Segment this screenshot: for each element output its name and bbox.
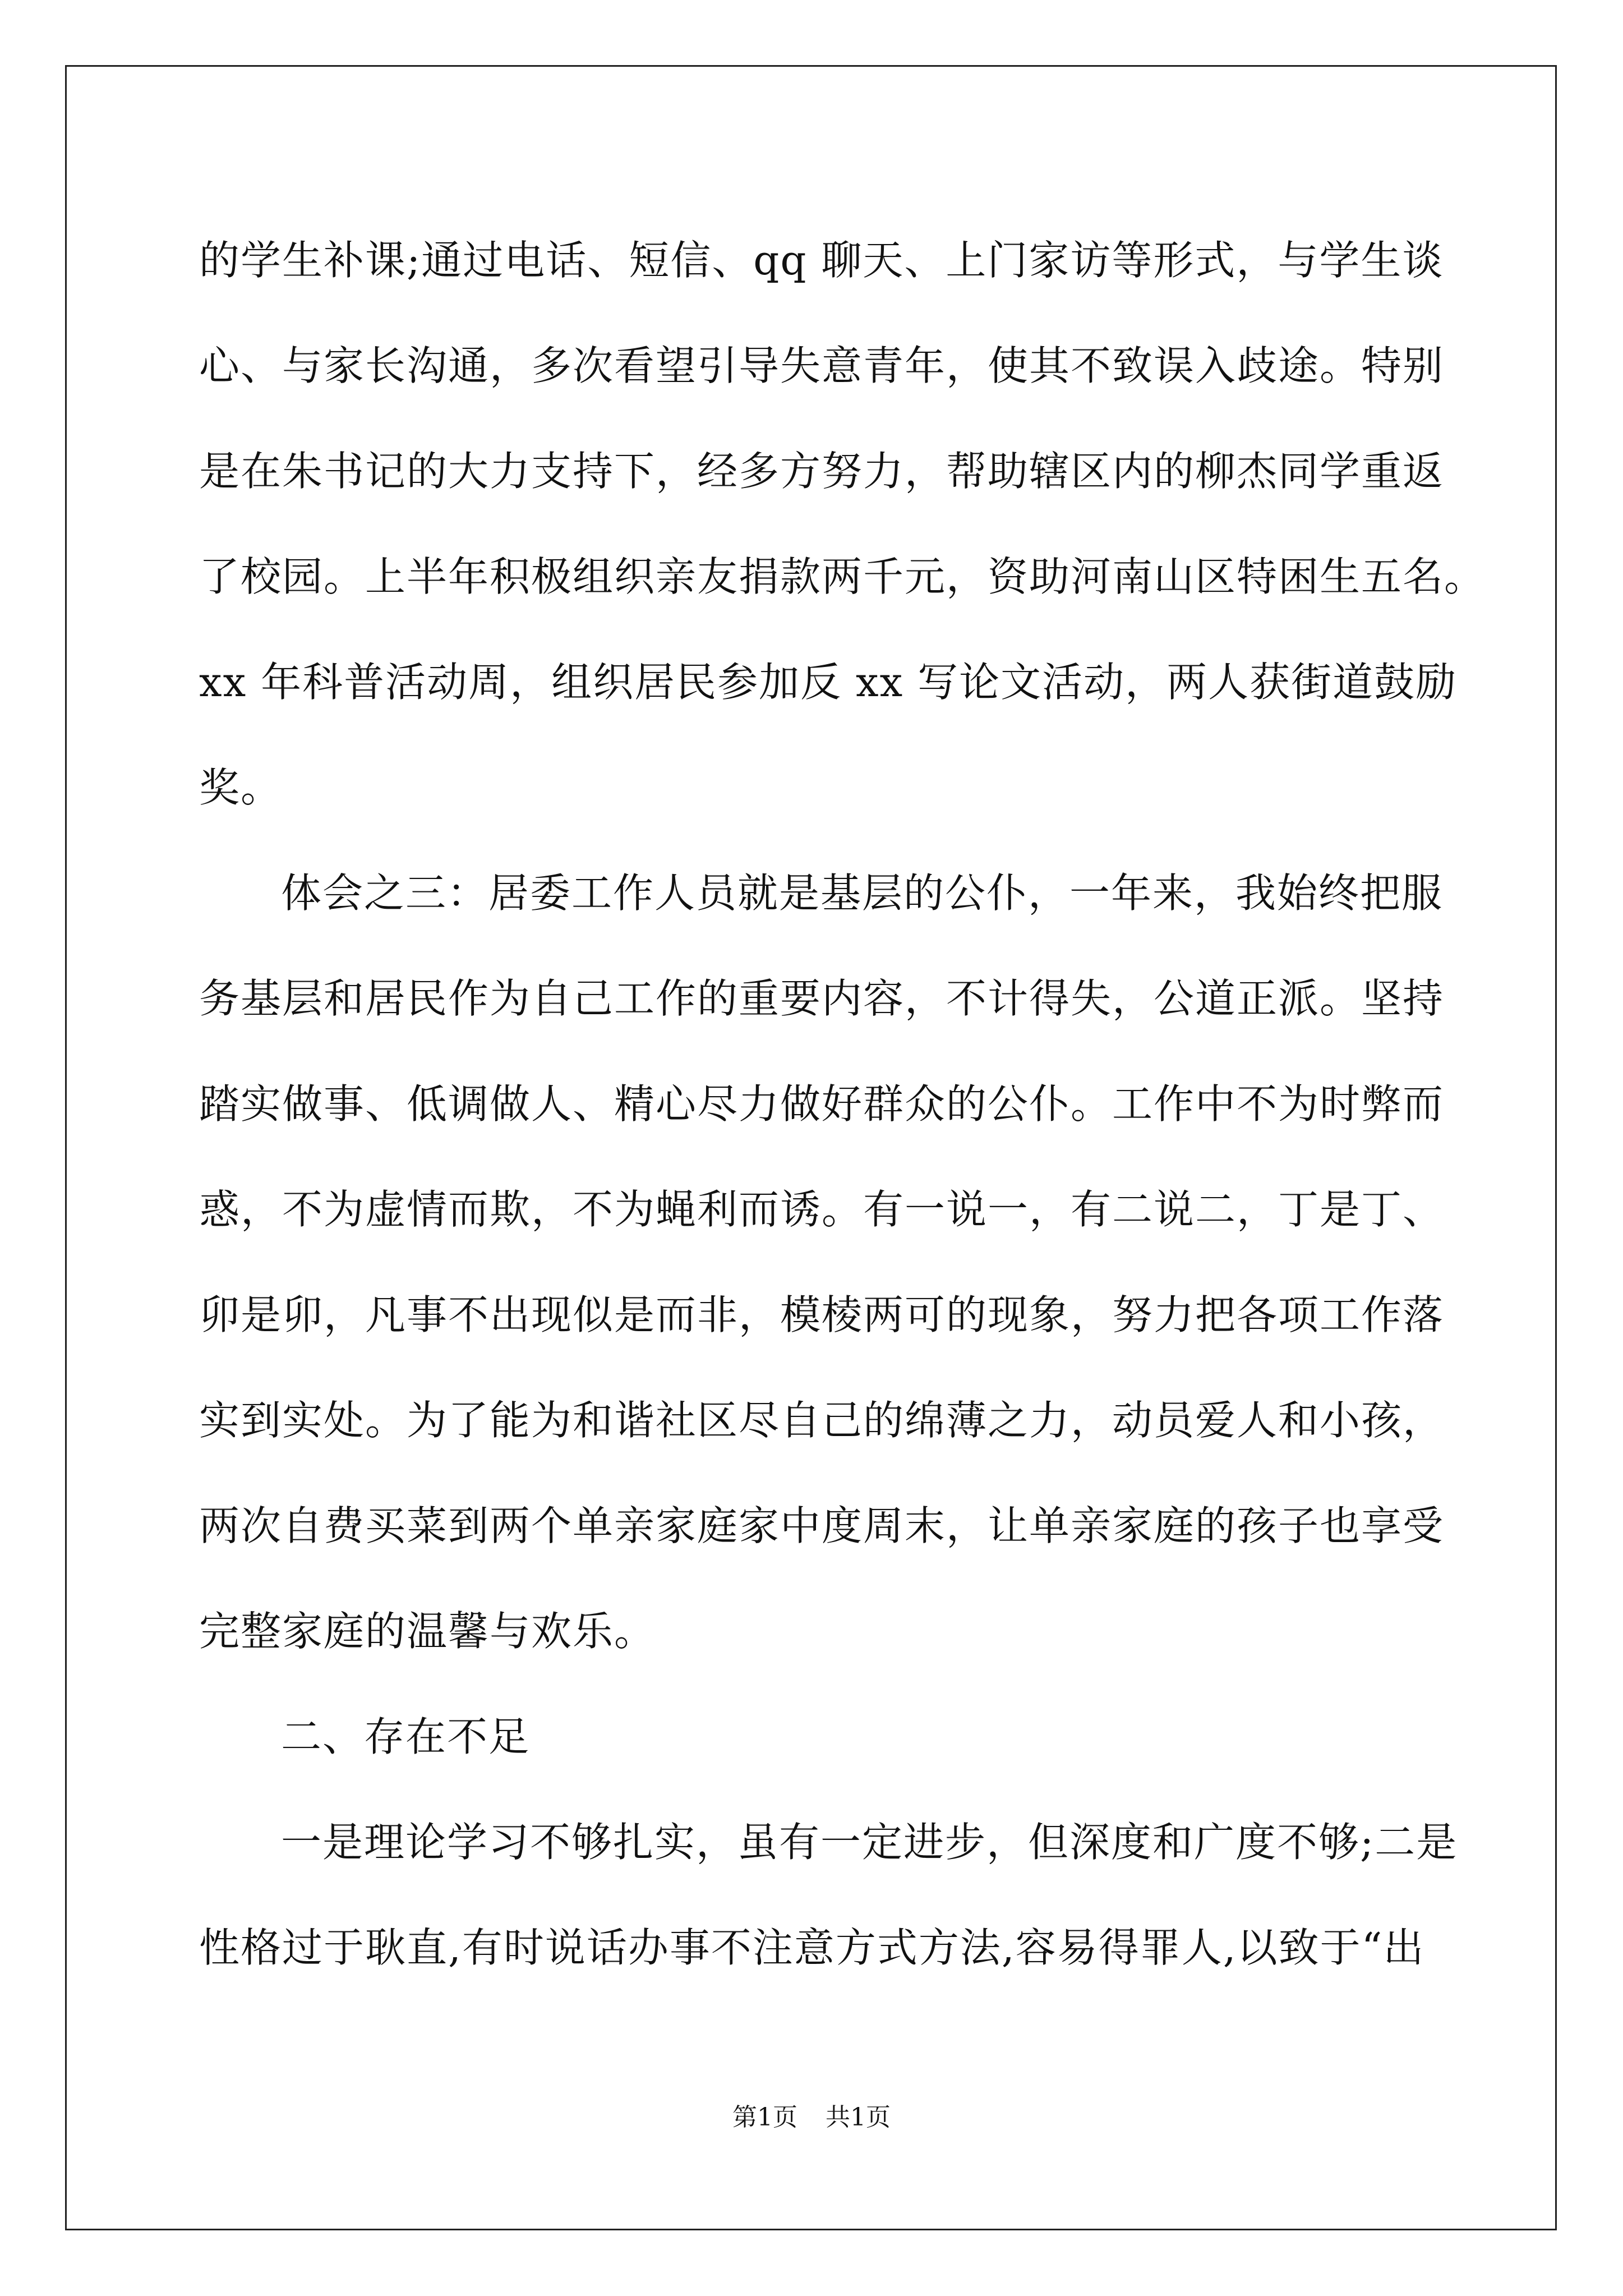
text-line-6: 奖。 <box>199 764 283 811</box>
text-line-2: 心、与家长沟通，多次看望引导失意青年，使其不致误入歧途。特别 <box>199 342 1445 389</box>
text-line-14: 完整家庭的温馨与欢乐。 <box>199 1608 656 1655</box>
page-footer <box>0 2097 1623 2133</box>
text-line-10: 惑，不为虚情而欺，不为蝇利而诱。有一说一，有二说二，丁是丁、 <box>199 1186 1445 1233</box>
text-line-7: 体会之三：居委工作人员就是基层的公仆，一年来，我始终把服 <box>281 869 1444 917</box>
text-line-13: 两次自费买菜到两个单亲家庭家中度周末，让单亲家庭的孩子也享受 <box>199 1502 1445 1549</box>
text-line-4: 了校园。上半年积极组织亲友捐款两千元，资助河南山区特困生五名。 <box>199 553 1486 600</box>
text-line-1: 的学生补课;通过电话、短信、qq 聊天、上门家访等形式，与学生谈 <box>199 237 1444 284</box>
page-total: 共1页 <box>826 2103 891 2132</box>
text-line-12: 实到实处。为了能为和谐社区尽自己的绵薄之力，动员爱人和小孩， <box>199 1397 1445 1444</box>
text-line-11: 卯是卯，凡事不出现似是而非，模棱两可的现象，努力把各项工作落 <box>199 1291 1445 1338</box>
text-line-9: 踏实做事、低调做人、精心尽力做好群众的公仆。工作中不为时弊而 <box>199 1080 1445 1128</box>
text-line-5: xx 年科普活动周，组织居民参加反 xx 写论文活动，两人获街道鼓励 <box>199 659 1458 706</box>
document-body <box>199 208 1486 2000</box>
section-heading: 二、存在不足 <box>281 1713 531 1760</box>
text-line-16: 一是理论学习不够扎实，虽有一定进步，但深度和广度不够;二是 <box>281 1819 1458 1866</box>
page-number: 第1页 <box>732 2103 797 2132</box>
text-line-3: 是在朱书记的大力支持下，经多方努力，帮助辖区内的柳杰同学重返 <box>199 448 1445 495</box>
text-line-8: 务基层和居民作为自己工作的重要内容，不计得失，公道正派。坚持 <box>199 975 1445 1022</box>
text-line-17: 性格过于耿直,有时说话办事不注意方式方法,容易得罪人,以致于“出 <box>199 1924 1425 1971</box>
